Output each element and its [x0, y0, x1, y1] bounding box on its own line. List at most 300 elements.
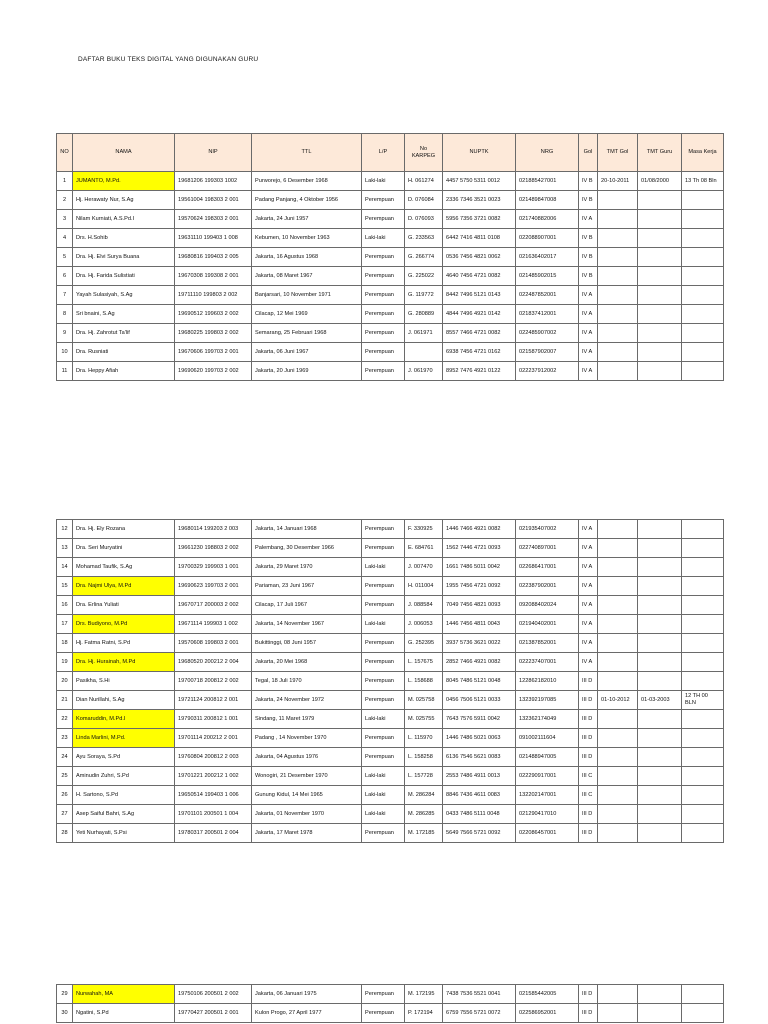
cell-ttl: Jakarta, 29 Maret 1970 — [252, 558, 362, 577]
cell-no: 28 — [57, 824, 73, 843]
cell-nuptk: 6759 7556 5721 0072 — [443, 1004, 516, 1023]
cell-tmt-guru — [638, 596, 682, 615]
cell-masa-kerja — [682, 577, 724, 596]
table-row — [57, 824, 724, 843]
cell-nama: Dra. Seri Muryatini — [73, 539, 175, 558]
cell-karpeg: M. 025755 — [405, 710, 443, 729]
cell-nrg: 021488947005 — [516, 748, 579, 767]
cell-tmt-gol — [598, 985, 638, 1004]
cell-nip: 19760804 200812 2 003 — [175, 748, 252, 767]
cell-masa-kerja — [682, 786, 724, 805]
cell-nrg: 022088907001 — [516, 229, 579, 248]
cell-masa-kerja — [682, 710, 724, 729]
cell-tmt-gol: 01-10-2012 — [598, 691, 638, 710]
cell-gol: III D — [579, 1004, 598, 1023]
cell-tmt-guru — [638, 615, 682, 634]
cell-nuptk: 6442 7416 4811 0108 — [443, 229, 516, 248]
cell-lp: Perempuan — [362, 305, 405, 324]
cell-nrg: 022487852001 — [516, 286, 579, 305]
column-header: NIP — [175, 134, 252, 172]
cell-nama: Ngatini, S.Pd — [73, 1004, 175, 1023]
cell-lp: Perempuan — [362, 577, 405, 596]
cell-no: 1 — [57, 172, 73, 191]
cell-karpeg: F. 330925 — [405, 520, 443, 539]
cell-nuptk: 4457 5750 5311 0012 — [443, 172, 516, 191]
table-row — [57, 577, 724, 596]
cell-masa-kerja — [682, 558, 724, 577]
cell-ttl: Jakarta, 24 Juni 1957 — [252, 210, 362, 229]
cell-gol: III D — [579, 729, 598, 748]
cell-nama: Dian Nurillahi, S.Ag — [73, 691, 175, 710]
cell-masa-kerja — [682, 653, 724, 672]
cell-masa-kerja — [682, 672, 724, 691]
cell-nip: 19700718 200812 2 002 — [175, 672, 252, 691]
cell-no: 8 — [57, 305, 73, 324]
cell-nip: 19701114 200212 2 001 — [175, 729, 252, 748]
cell-no: 29 — [57, 985, 73, 1004]
cell-nrg: 021485902015 — [516, 267, 579, 286]
cell-ttl: Bukittinggi, 08 Juni 1957 — [252, 634, 362, 653]
cell-karpeg: D. 076093 — [405, 210, 443, 229]
cell-tmt-guru — [638, 786, 682, 805]
cell-ttl: Kebumen, 10 November 1963 — [252, 229, 362, 248]
cell-nrg: 021885427001 — [516, 172, 579, 191]
table-body — [57, 520, 724, 843]
cell-no: 6 — [57, 267, 73, 286]
cell-karpeg: M. 025758 — [405, 691, 443, 710]
document-title: DAFTAR BUKU TEKS DIGITAL YANG DIGUNAKAN GURU — [78, 56, 259, 63]
cell-no: 26 — [57, 786, 73, 805]
cell-nama: Dra. Heppy Afiah — [73, 362, 175, 381]
cell-lp: Perempuan — [362, 1004, 405, 1023]
cell-nip: 19790311 200812 1 001 — [175, 710, 252, 729]
cell-no: 17 — [57, 615, 73, 634]
cell-tmt-gol — [598, 343, 638, 362]
cell-lp: Perempuan — [362, 729, 405, 748]
cell-nrg: 021636402017 — [516, 248, 579, 267]
cell-lp: Perempuan — [362, 748, 405, 767]
cell-no: 4 — [57, 229, 73, 248]
cell-karpeg: H. 011004 — [405, 577, 443, 596]
cell-gol: III D — [579, 824, 598, 843]
cell-ttl: Jakarta, 20 Juni 1969 — [252, 362, 362, 381]
cell-nip: 19700329 199903 1 001 — [175, 558, 252, 577]
column-header: NUPTK — [443, 134, 516, 172]
cell-ttl: Kulon Progo, 27 April 1977 — [252, 1004, 362, 1023]
cell-ttl: Purworejo, 6 Desember 1968 — [252, 172, 362, 191]
cell-gol: IV A — [579, 343, 598, 362]
cell-nip: 19670606 199703 2 001 — [175, 343, 252, 362]
cell-masa-kerja — [682, 985, 724, 1004]
cell-nama: Drs. H.Sohib — [73, 229, 175, 248]
table-row — [57, 191, 724, 210]
cell-nuptk: 8952 7476 4921 0122 — [443, 362, 516, 381]
cell-nama: Hj. Fatma Ratni, S.Pd — [73, 634, 175, 653]
cell-nrg: 022387902001 — [516, 577, 579, 596]
cell-masa-kerja — [682, 286, 724, 305]
table-row — [57, 229, 724, 248]
cell-ttl: Padang Panjang, 4 Oktober 1956 — [252, 191, 362, 210]
cell-lp: Laki-laki — [362, 805, 405, 824]
cell-tmt-guru — [638, 824, 682, 843]
cell-no: 13 — [57, 539, 73, 558]
table-row — [57, 786, 724, 805]
cell-lp: Perempuan — [362, 286, 405, 305]
cell-nrg: 022237407001 — [516, 653, 579, 672]
cell-karpeg: L. 158688 — [405, 672, 443, 691]
cell-nip: 19680225 199803 2 002 — [175, 324, 252, 343]
cell-nuptk: 2553 7486 4911 0013 — [443, 767, 516, 786]
cell-masa-kerja — [682, 305, 724, 324]
cell-tmt-gol — [598, 615, 638, 634]
cell-tmt-guru — [638, 985, 682, 1004]
cell-lp: Perempuan — [362, 634, 405, 653]
cell-karpeg: H. 061274 — [405, 172, 443, 191]
cell-tmt-gol — [598, 267, 638, 286]
cell-tmt-guru — [638, 267, 682, 286]
cell-gol: IV A — [579, 362, 598, 381]
cell-tmt-guru — [638, 362, 682, 381]
cell-nip: 19701101 200501 1 004 — [175, 805, 252, 824]
table-row — [57, 1004, 724, 1023]
cell-no: 7 — [57, 286, 73, 305]
cell-karpeg: G. 225022 — [405, 267, 443, 286]
cell-tmt-gol — [598, 805, 638, 824]
cell-nrg: 022586952001 — [516, 1004, 579, 1023]
cell-gol: IV B — [579, 248, 598, 267]
cell-karpeg: E. 684761 — [405, 539, 443, 558]
cell-lp: Perempuan — [362, 520, 405, 539]
cell-karpeg: G. 119772 — [405, 286, 443, 305]
cell-karpeg: J. 007470 — [405, 558, 443, 577]
cell-gol: IV A — [579, 596, 598, 615]
cell-tmt-gol — [598, 824, 638, 843]
cell-tmt-guru — [638, 210, 682, 229]
cell-nrg: 021587902007 — [516, 343, 579, 362]
cell-masa-kerja — [682, 767, 724, 786]
cell-tmt-guru — [638, 229, 682, 248]
cell-karpeg: M. 286284 — [405, 786, 443, 805]
cell-no: 16 — [57, 596, 73, 615]
cell-ttl: Jakarta, 08 Maret 1967 — [252, 267, 362, 286]
table-body — [57, 985, 724, 1023]
cell-masa-kerja — [682, 748, 724, 767]
cell-nama: H. Sartono, S.Pd — [73, 786, 175, 805]
cell-lp: Perempuan — [362, 191, 405, 210]
table-row — [57, 615, 724, 634]
cell-masa-kerja — [682, 596, 724, 615]
cell-nuptk: 2852 7466 4921 0082 — [443, 653, 516, 672]
cell-tmt-guru — [638, 324, 682, 343]
cell-nama: Dra. Erlina Yuliati — [73, 596, 175, 615]
cell-nama: Mohamad Taufik, S.Ag — [73, 558, 175, 577]
cell-nuptk: 0536 7456 4821 0062 — [443, 248, 516, 267]
table-row — [57, 710, 724, 729]
cell-ttl: Wonogiri, 21 Desember 1970 — [252, 767, 362, 786]
column-header: L/P — [362, 134, 405, 172]
column-header: No KARPEG — [405, 134, 443, 172]
cell-no: 27 — [57, 805, 73, 824]
cell-gol: IV A — [579, 520, 598, 539]
table-row — [57, 248, 724, 267]
cell-nrg: 021387852001 — [516, 634, 579, 653]
cell-tmt-guru — [638, 748, 682, 767]
table-row — [57, 343, 724, 362]
cell-tmt-gol — [598, 520, 638, 539]
table-row — [57, 539, 724, 558]
cell-nuptk: 4640 7456 4721 0082 — [443, 267, 516, 286]
cell-masa-kerja — [682, 805, 724, 824]
cell-lp: Laki-laki — [362, 710, 405, 729]
cell-gol: IV A — [579, 615, 598, 634]
cell-nip: 19680816 199403 2 005 — [175, 248, 252, 267]
cell-gol: IV A — [579, 539, 598, 558]
cell-nuptk: 5649 7566 5721 0092 — [443, 824, 516, 843]
cell-karpeg: L. 157728 — [405, 767, 443, 786]
cell-nip: 19690512 199603 2 002 — [175, 305, 252, 324]
cell-nrg: 022686417001 — [516, 558, 579, 577]
cell-gol: IV A — [579, 286, 598, 305]
cell-no: 15 — [57, 577, 73, 596]
cell-nip: 19721124 200812 2 001 — [175, 691, 252, 710]
cell-gol: IV A — [579, 210, 598, 229]
cell-nama: Linda Marlini, M.Pd. — [73, 729, 175, 748]
teacher-table-page-2 — [56, 519, 724, 843]
cell-no: 19 — [57, 653, 73, 672]
column-header: TTL — [252, 134, 362, 172]
cell-karpeg — [405, 343, 443, 362]
cell-nrg: 021489847008 — [516, 191, 579, 210]
table-row — [57, 267, 724, 286]
cell-karpeg: D. 076084 — [405, 191, 443, 210]
cell-nip: 19680520 200212 2 004 — [175, 653, 252, 672]
cell-masa-kerja — [682, 343, 724, 362]
cell-tmt-guru — [638, 672, 682, 691]
cell-no: 21 — [57, 691, 73, 710]
cell-lp: Perempuan — [362, 596, 405, 615]
cell-karpeg: G. 266774 — [405, 248, 443, 267]
cell-nuptk: 4844 7496 4921 0142 — [443, 305, 516, 324]
cell-lp: Laki-laki — [362, 786, 405, 805]
cell-ttl: Padang , 14 November 1970 — [252, 729, 362, 748]
cell-nip: 19690620 199703 2 002 — [175, 362, 252, 381]
cell-tmt-guru — [638, 577, 682, 596]
cell-nip: 19650514 199403 1 006 — [175, 786, 252, 805]
cell-ttl: Gunung Kidul, 14 Mei 1965 — [252, 786, 362, 805]
table-header-row — [57, 134, 724, 172]
cell-lp: Perempuan — [362, 343, 405, 362]
cell-tmt-guru — [638, 710, 682, 729]
cell-lp: Laki-laki — [362, 615, 405, 634]
cell-karpeg: M. 172195 — [405, 985, 443, 1004]
cell-nrg: 021585442005 — [516, 985, 579, 1004]
cell-karpeg: J. 088584 — [405, 596, 443, 615]
cell-lp: Laki-laki — [362, 558, 405, 577]
cell-ttl: Jakarta, 06 Juni 1967 — [252, 343, 362, 362]
cell-tmt-gol — [598, 558, 638, 577]
cell-karpeg: J. 006053 — [405, 615, 443, 634]
cell-masa-kerja: 12 TH 00 BLN — [682, 691, 724, 710]
cell-nip: 19770427 200501 2 001 — [175, 1004, 252, 1023]
cell-nama: Dra. Najmi Ulya, M.Pd — [73, 577, 175, 596]
cell-nip: 19681206 199303 1002 — [175, 172, 252, 191]
cell-nrg: 022237912002 — [516, 362, 579, 381]
column-header: TMT Gol — [598, 134, 638, 172]
cell-nuptk: 8557 7466 4721 0082 — [443, 324, 516, 343]
cell-tmt-gol — [598, 362, 638, 381]
cell-nama: Dra. Hj. Ely Rozana — [73, 520, 175, 539]
cell-nip: 19631110 199403 1 008 — [175, 229, 252, 248]
cell-tmt-gol — [598, 286, 638, 305]
cell-nip: 19670717 200003 2 002 — [175, 596, 252, 615]
cell-nuptk: 3937 5736 3621 0022 — [443, 634, 516, 653]
table-row — [57, 985, 724, 1004]
cell-lp: Perempuan — [362, 985, 405, 1004]
cell-nrg: 021940402001 — [516, 615, 579, 634]
table-row — [57, 653, 724, 672]
cell-nuptk: 2336 7346 3521 0023 — [443, 191, 516, 210]
cell-tmt-guru — [638, 805, 682, 824]
cell-gol: IV A — [579, 305, 598, 324]
cell-masa-kerja — [682, 520, 724, 539]
cell-nuptk: 7438 7536 5521 0041 — [443, 985, 516, 1004]
cell-gol: IV A — [579, 653, 598, 672]
cell-lp: Perempuan — [362, 691, 405, 710]
cell-ttl: Pariaman, 23 Juni 1967 — [252, 577, 362, 596]
cell-nrg: 021740882006 — [516, 210, 579, 229]
cell-gol: IV A — [579, 634, 598, 653]
cell-gol: III D — [579, 748, 598, 767]
cell-nrg: 132202147001 — [516, 786, 579, 805]
cell-lp: Perempuan — [362, 362, 405, 381]
cell-ttl: Semarang, 25 Februari 1968 — [252, 324, 362, 343]
cell-no: 22 — [57, 710, 73, 729]
cell-karpeg: M. 286285 — [405, 805, 443, 824]
cell-nrg: 022086457001 — [516, 824, 579, 843]
cell-karpeg: L. 157675 — [405, 653, 443, 672]
cell-lp: Laki-laki — [362, 172, 405, 191]
cell-nip: 19750106 200501 2 002 — [175, 985, 252, 1004]
cell-nuptk: 1661 7486 5011 0042 — [443, 558, 516, 577]
cell-gol: III D — [579, 672, 598, 691]
cell-nip: 19690623 199703 2 001 — [175, 577, 252, 596]
cell-gol: III D — [579, 691, 598, 710]
cell-tmt-gol: 20-10-2011 — [598, 172, 638, 191]
cell-nrg: 021290417010 — [516, 805, 579, 824]
table-row — [57, 324, 724, 343]
cell-no: 11 — [57, 362, 73, 381]
cell-tmt-gol — [598, 1004, 638, 1023]
cell-nama: Drs. Budiyono, M.Pd — [73, 615, 175, 634]
cell-nuptk: 1446 7466 4921 0082 — [443, 520, 516, 539]
cell-no: 9 — [57, 324, 73, 343]
cell-lp: Perempuan — [362, 824, 405, 843]
cell-karpeg: P. 172194 — [405, 1004, 443, 1023]
cell-gol: III C — [579, 786, 598, 805]
cell-tmt-guru — [638, 191, 682, 210]
cell-nip: 19570624 198303 2 001 — [175, 210, 252, 229]
cell-ttl: Jakarta, 20 Mei 1968 — [252, 653, 362, 672]
cell-ttl: Banjarsari, 10 November 1971 — [252, 286, 362, 305]
cell-gol: IV B — [579, 172, 598, 191]
cell-no: 14 — [57, 558, 73, 577]
cell-ttl: Jakarta, 16 Agustus 1968 — [252, 248, 362, 267]
column-header: TMT Guru — [638, 134, 682, 172]
cell-tmt-guru — [638, 1004, 682, 1023]
cell-nama: Dra. Hj. Elvi Surya Buana — [73, 248, 175, 267]
cell-nama: Dra. Hj. Farida Sulistiati — [73, 267, 175, 286]
table-row — [57, 729, 724, 748]
cell-nama: Asep Saiful Bahri, S.Ag — [73, 805, 175, 824]
cell-tmt-gol — [598, 577, 638, 596]
cell-gol: IV B — [579, 191, 598, 210]
cell-karpeg: G. 233563 — [405, 229, 443, 248]
cell-lp: Perempuan — [362, 539, 405, 558]
cell-lp: Laki-laki — [362, 229, 405, 248]
cell-tmt-guru — [638, 653, 682, 672]
cell-masa-kerja — [682, 229, 724, 248]
cell-ttl: Cilacap, 12 Mei 1969 — [252, 305, 362, 324]
cell-nuptk: 6136 7546 5621 0083 — [443, 748, 516, 767]
cell-nuptk: 7643 7576 5911 0042 — [443, 710, 516, 729]
cell-karpeg: J. 061971 — [405, 324, 443, 343]
cell-masa-kerja — [682, 634, 724, 653]
column-header: NO — [57, 134, 73, 172]
cell-nuptk: 0433 7486 5111 0048 — [443, 805, 516, 824]
cell-masa-kerja — [682, 824, 724, 843]
cell-masa-kerja — [682, 362, 724, 381]
cell-nip: 19711110 199803 2 002 — [175, 286, 252, 305]
cell-tmt-guru — [638, 539, 682, 558]
table-row — [57, 172, 724, 191]
cell-ttl: Jakarta, 14 November 1967 — [252, 615, 362, 634]
cell-masa-kerja — [682, 324, 724, 343]
cell-nuptk: 7049 7456 4821 0093 — [443, 596, 516, 615]
cell-nama: JUMANTO, M.Pd. — [73, 172, 175, 191]
cell-masa-kerja: 13 Th 08 Bln — [682, 172, 724, 191]
cell-tmt-gol — [598, 748, 638, 767]
cell-karpeg: L. 158258 — [405, 748, 443, 767]
cell-gol: IV B — [579, 229, 598, 248]
cell-nama: Yeti Nurhayati, S.Psi — [73, 824, 175, 843]
cell-nama: Dra. Rusniati — [73, 343, 175, 362]
cell-tmt-gol — [598, 248, 638, 267]
cell-tmt-gol — [598, 786, 638, 805]
column-header: Masa Kerja — [682, 134, 724, 172]
cell-tmt-guru: 01/08/2000 — [638, 172, 682, 191]
teacher-table-page-3 — [56, 984, 724, 1023]
cell-nama: Komaruddin, M.Pd.I — [73, 710, 175, 729]
cell-tmt-guru — [638, 634, 682, 653]
cell-no: 12 — [57, 520, 73, 539]
cell-nuptk: 8045 7486 5121 0048 — [443, 672, 516, 691]
cell-ttl: Jakarta, 06 Januari 1975 — [252, 985, 362, 1004]
cell-nrg: 021935407002 — [516, 520, 579, 539]
cell-masa-kerja — [682, 267, 724, 286]
cell-masa-kerja — [682, 729, 724, 748]
cell-gol: IV A — [579, 558, 598, 577]
cell-ttl: Jakarta, 01 November 1970 — [252, 805, 362, 824]
cell-gol: IV B — [579, 267, 598, 286]
cell-nama: Aminudin Zuhri, S.Pd — [73, 767, 175, 786]
cell-tmt-guru — [638, 520, 682, 539]
cell-no: 23 — [57, 729, 73, 748]
cell-tmt-guru — [638, 248, 682, 267]
cell-nama: Dra. Hj. Zahrotut Ta'lif — [73, 324, 175, 343]
cell-lp: Perempuan — [362, 324, 405, 343]
cell-tmt-guru — [638, 729, 682, 748]
cell-nrg: 022740897001 — [516, 539, 579, 558]
